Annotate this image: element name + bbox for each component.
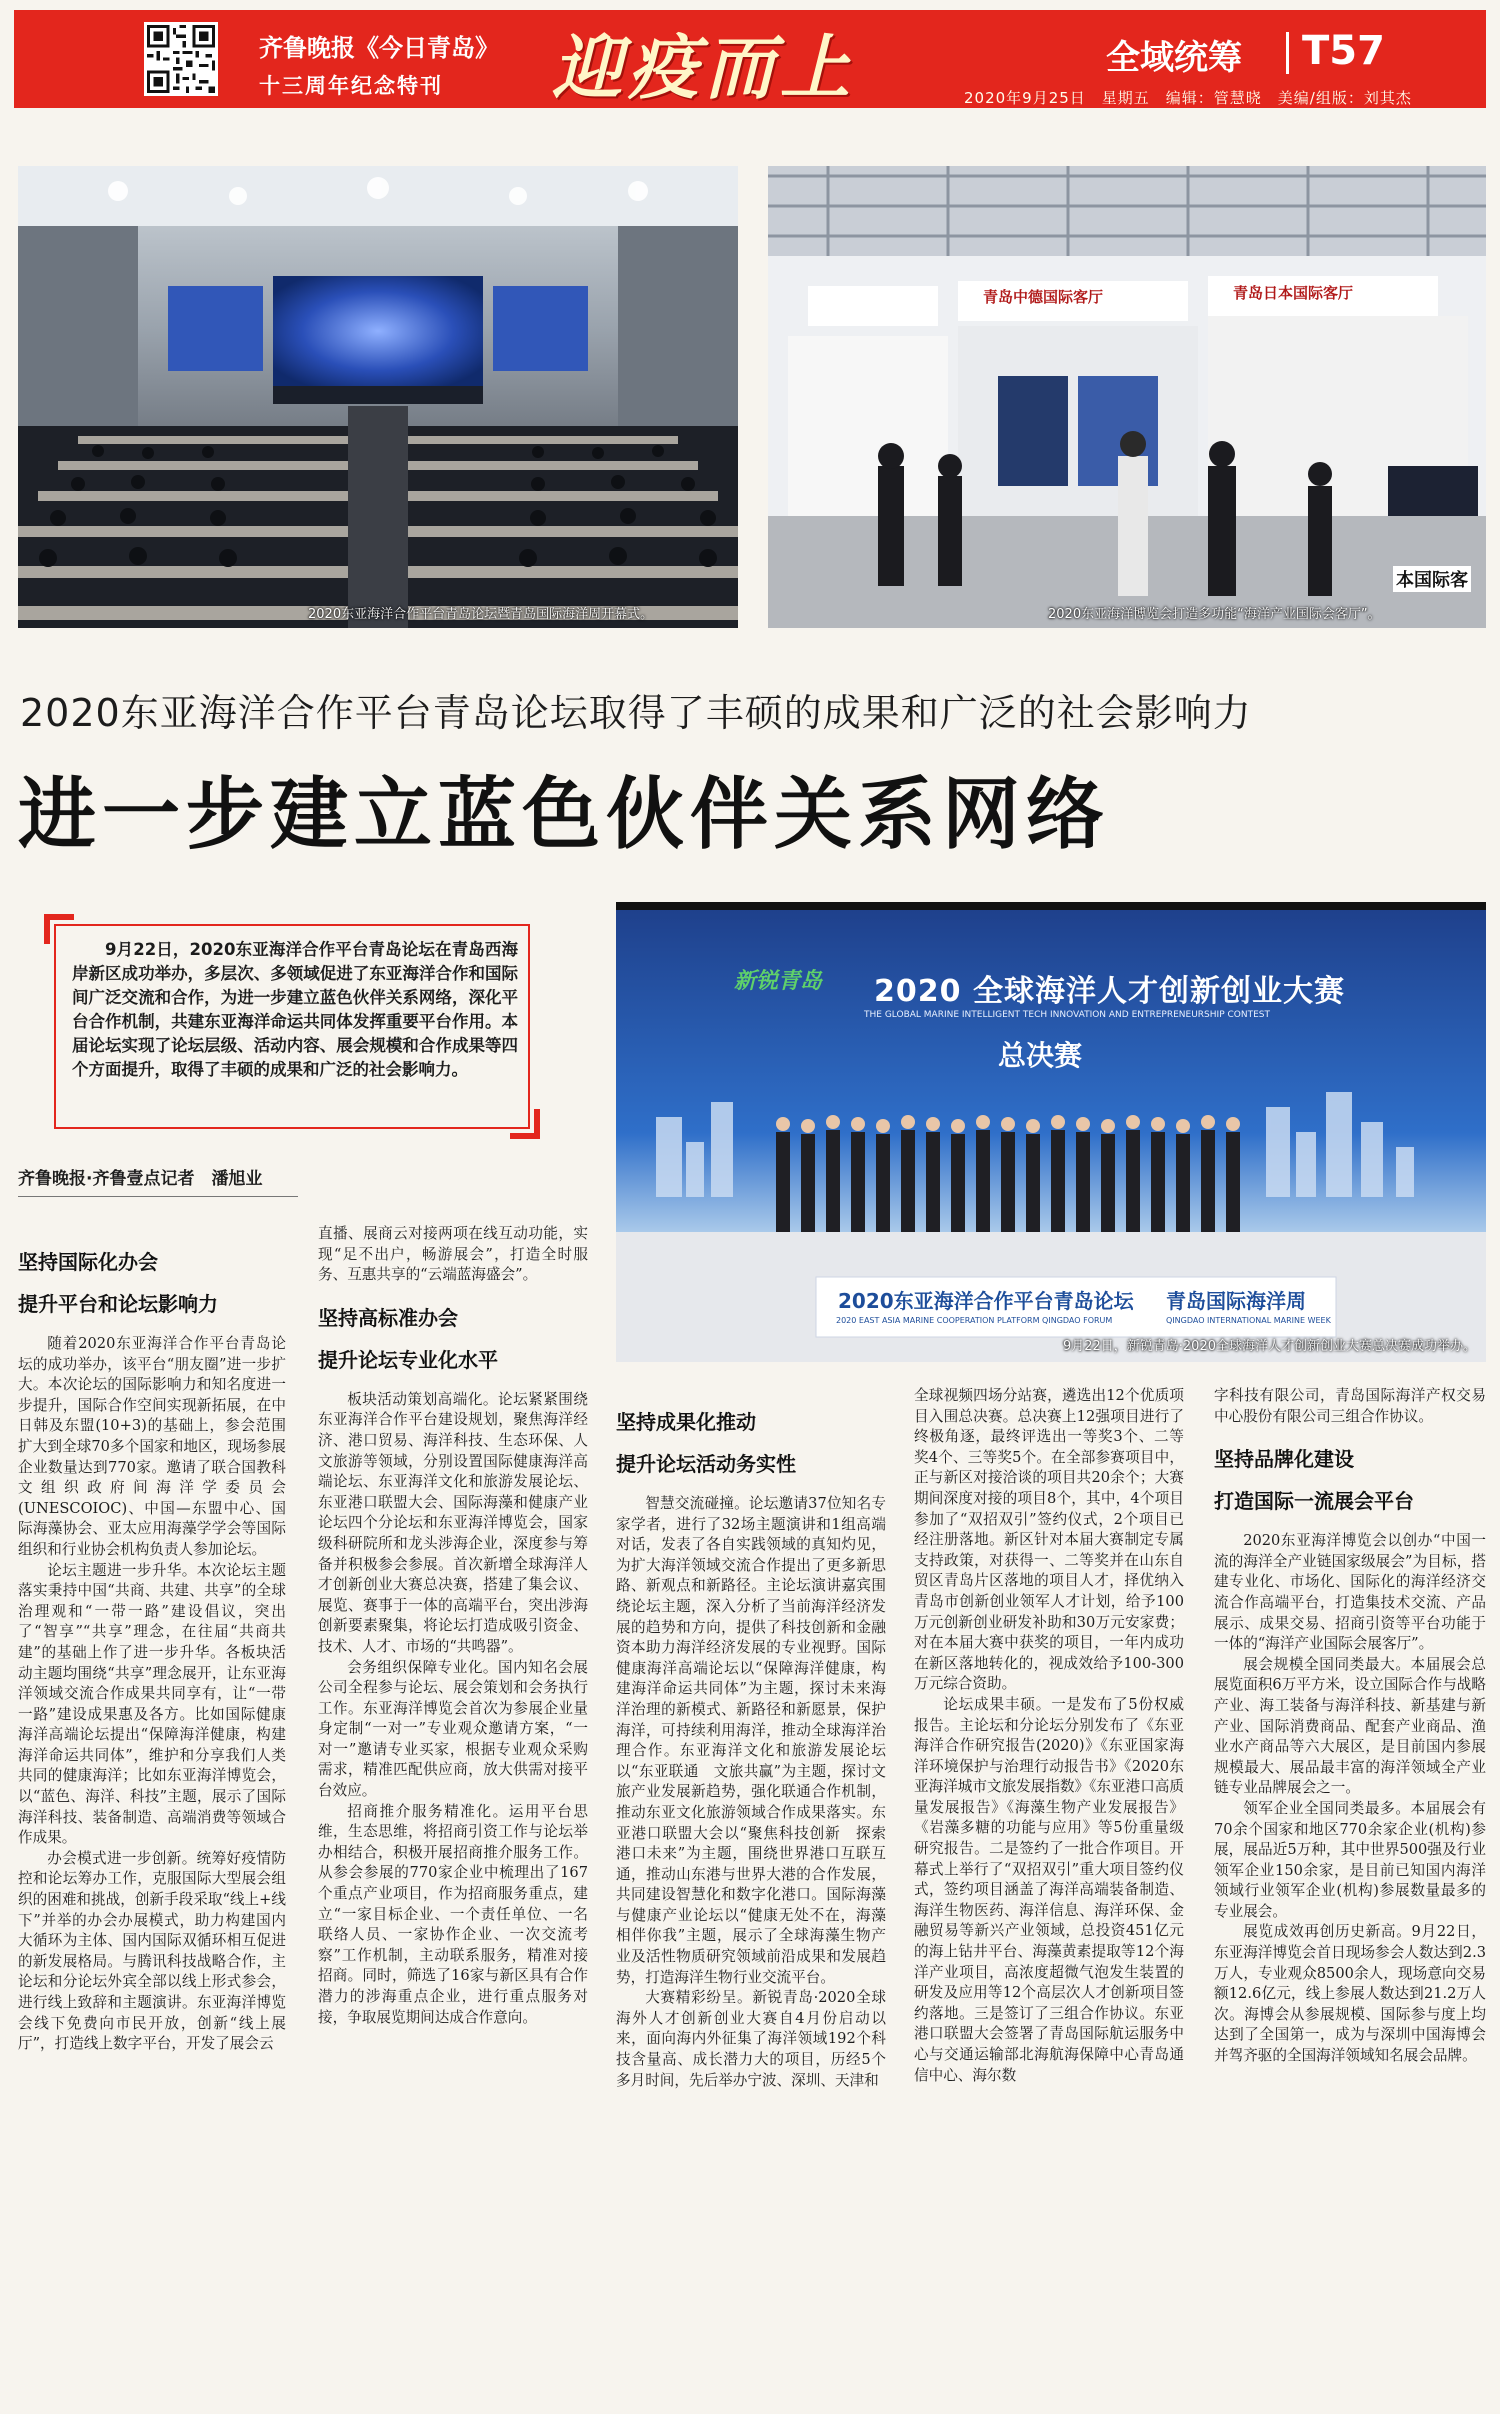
section-heading-line: 提升论坛活动务实性 — [616, 1452, 796, 1476]
booth-sign-partial: 本国际客 — [1393, 566, 1471, 592]
section-heading-line: 提升平台和论坛影响力 — [18, 1292, 218, 1316]
qr-code[interactable] — [144, 22, 218, 96]
section-name: 全域统筹 — [1106, 38, 1242, 78]
paragraph: 2020东亚海洋博览会以创办“中国一流的海洋全产业链国家级展会”为目标，搭建专业化、市场化、国际化的海洋经济交流合作高端平台，打造集技术交流、产品展示、成果交易、招商引资等平台功能于一体的“海洋产业国际会展客厅”。 — [1214, 1532, 1486, 1653]
photo-talent-contest — [616, 902, 1486, 1362]
article-column-2 — [318, 1224, 588, 2394]
article-column-5 — [1214, 1386, 1486, 2394]
booth-sign-germany: 青岛中德国际客厅 — [983, 288, 1104, 306]
contest-title: 2020 全球海洋人才创新创业大赛 — [874, 974, 1345, 1009]
photo-expo-booths — [768, 166, 1486, 628]
section-heading-line: 坚持品牌化建设 — [1214, 1447, 1354, 1472]
section-heading-line: 坚持国际化办会 — [18, 1250, 158, 1274]
photo-caption-contest: 9月22日，新锐青岛·2020全球海洋人才创新创业大赛总决赛成功举办。 — [1062, 1339, 1476, 1354]
contest-title-en: THE GLOBAL MARINE INTELLIGENT TECH INNOVATION AND ENTREPRENEURSHIP CONTEST — [864, 1010, 1270, 1020]
paragraph: 领军企业全国同类最多。本届展会有70余个国家和地区770余家企业(机构)参展，展品近5万种，其中世界500强及行业领军企业150余家，是目前已知国内海洋领域行业领军企业(机构)参展数量最多的专业展会。 — [1214, 1799, 1486, 1920]
section-heading-results — [616, 1408, 886, 1478]
paragraph: 智慧交流碰撞。论坛邀请37位知名专家学者，进行了32场主题演讲和1组高端对话，发表了各自实践领域的真知灼见，为扩大海洋领域交流合作提出了更多新思路、新观点和新路径。主论坛演讲嘉宾围绕论坛主题，深入分析了当前海洋经济发展的趋势和方向，提供了科技创新和金融资本助力海洋经济发展的专业视野。国际健康海洋高端论坛以“保障海洋健康，构建海洋命运共同体”为主题，探讨未来海洋治理的新模式、新路径和新愿景，保护海洋，可持续利用海洋，推动全球海洋治理合作。东亚海洋文化和旅游发展论坛以“东亚联通 文旅共赢”为主题，探讨文旅产业发展新趋势，强化联通合作机制，推动东亚文化旅游领域合作成果落实。东亚港口联盟大会以“聚焦科技创新 探索港口未来”为主题，围绕世界港口互联互通，推动山东港与世界大港的合作发展，共同建设智慧化和数字化港口。国际海藻与健康产业论坛以“健康无处不在，海藻相伴你我”主题，展示了全球海藻生物产业及活性物质研究领域前沿成果和发展趋势，打造海洋生物行业交流平台。 — [616, 1495, 886, 1986]
paragraph: 展会规模全国同类最大。本届展会总展览面积6万平方米，设立国际合作与战略产业、海工装备与海洋科技、新基建与新产业、国际消费商品、配套产业商品、渔业水产商品等六大展区，是目前国内参展规模最大、展品最丰富的海洋领域全产业链专业品牌展会之一。 — [1214, 1655, 1486, 1797]
article-column-4 — [914, 1386, 1184, 2394]
headline-kicker: 2020东亚海洋合作平台青岛论坛取得了丰硕的成果和广泛的社会影响力 — [20, 691, 1252, 735]
masthead-divider — [1286, 32, 1289, 74]
photo-caption-opening: 2020东亚海洋合作平台青岛论坛暨青岛国际海洋周开幕式。 — [308, 607, 654, 622]
photo-caption-expo: 2020东亚海洋博览会打造多功能“海洋产业国际会客厅”。 — [1048, 607, 1381, 622]
section-heading-line: 提升论坛专业化水平 — [318, 1347, 498, 1372]
intro-lead-box — [54, 924, 530, 1129]
section-heading-line: 打造国际一流展会平台 — [1214, 1489, 1414, 1514]
article-column-3 — [616, 1404, 886, 2394]
anniversary-subtitle: 十三周年纪念特刊 — [259, 74, 443, 98]
paragraph: 招商推介服务精准化。运用平台思维，生态思维，将招商引资工作与论坛举办相结合，积极开展招商推介服务工作。从参会参展的770家企业中梳理出了167个重点产业项目，作为招商服务重点，建立“一家目标企业、一个责任单位、一名联络人员、一家协作企业、一次交流考察”工作机制，主动联系服务，精准对接招商。同时，筛选了16家与新区具有合作潜力的涉海重点企业，进行重点服务对接，争取展览期间达成合作意向。 — [318, 1802, 588, 2026]
section-heading-line: 坚持高标准办会 — [318, 1305, 458, 1330]
forum-banner-en: 2020 EAST ASIA MARINE COOPERATION PLATFORM QINGDAO FORUM — [836, 1316, 1113, 1325]
week-banner: 青岛国际海洋周 — [1166, 1289, 1306, 1313]
section-heading-high-standard — [318, 1304, 588, 1374]
paragraph: 板块活动策划高端化。论坛紧紧围绕东亚海洋合作平台建设规划，聚焦海洋经济、港口贸易、海洋科技、生态环保、人文旅游等领域，分别设置国际健康海洋高端论坛、东亚海洋文化和旅游发展论坛、东亚港口联盟大会、国际海藻和健康产业论坛四个分论坛和东亚海洋博览会，国家级科研院所和龙头涉海企业，深度参与筹备并积极参会参展。首次新增全球海洋人才创新创业大赛总决赛，搭建了集会议、展览、赛事于一体的高端平台，突出涉海创新要素聚集，将论坛打造成吸引资金、技术、人才、市场的“共鸣器”。 — [318, 1390, 588, 1655]
section-heading-branding — [1214, 1445, 1486, 1515]
section-heading-line: 坚持成果化推动 — [616, 1410, 756, 1434]
paragraph: 论坛成果丰硕。一是发布了5份权威报告。主论坛和分论坛分别发布了《东亚海洋合作研究报告(2020)》《东亚国家海洋环境保护与治理行动报告书》《2020东亚海洋城市文旅发展指数》《东亚港口高质量发展报告》《海藻生物产业发展报告》《岩藻多糖的功能与应用》等5份重量级研究报告。二是签约了一批合作项目。开幕式上举行了“双招双引”重大项目签约仪式，签约项目涵盖了海洋高端装备制造、海洋生物医药、海洋信息、海洋环保、金融贸易等新兴产业领域，总投资451亿元的海上钻井平台、海藻黄素提取等12个海洋产业项目，高浓度超微气泡发生装置的研发及应用等12个高层次人才创新项目签约落地。三是签订了三组合作协议。东亚港口联盟大会签署了青岛国际航运服务中心与交通运输部北海航海保障中心青岛通信中心、海尔数 — [914, 1695, 1184, 2084]
paper-logo: 齐鲁晚报《今日青岛》 — [259, 33, 499, 62]
booth-sign-japan: 青岛日本国际客厅 — [1233, 284, 1354, 302]
article-column-1 — [18, 1244, 286, 2394]
paragraph: 大赛精彩纷呈。新锐青岛·2020全球海外人才创新创业大赛自4月份启动以来，面向海内外征集了海洋领域192个科技含量高、成长潜力大的项目，历经5个多月时间，先后举办宁波、深圳、天津和 — [616, 1989, 886, 2089]
special-slogan: 迎疫而上 — [552, 26, 856, 109]
main-headline: 进一步建立蓝色伙伴关系网络 — [18, 770, 1111, 860]
page-number: T57 — [1302, 28, 1385, 74]
paragraph: 全球视频四场分站赛，遴选出12个优质项目入围总决赛。总决赛上12强项目进行了终极角逐，最终评选出一等奖3个、二等奖4个、三等奖5个。在全部参赛项目中，正与新区对接洽谈的项目共20余个；大赛期间深度对接的项目8个，其中，4个项目参加了“双招双引”签约仪式，2个项目已经注册落地。新区针对本届大赛制定专属支持政策，对获得一、二等奖并在山东自贸区青岛片区落地的项目人才，择优纳入青岛市创新创业领军人才计划，给予100万元创新创业研发补助和30万元安家费；对在本届大赛中获奖的项目，一年内成功在新区落地转化的，视成效给予100-300万元综合资助。 — [914, 1387, 1184, 1693]
paragraph: 论坛主题进一步升华。本次论坛主题落实秉持中国“共商、共建、共享”的全球治理观和“一带一路”建设倡议，突出了“智享”“共享”理念，在往届“共商共建”的基础上作了进一步升华。各板块活动主题均围绕“共享”理念展开，让东亚海洋领域交流合作成果共同享有，让“一带一路”建设成果惠及各方。比如国际健康海洋高端论坛提出“保障海洋健康，构建海洋命运共同体”，维护和分享我们人类共同的健康海洋；比如东亚海洋博览会，以“蓝色、海洋、科技”主题，展示了国际海洋科技、装备制造、高端消费等领域合作成果。 — [18, 1561, 286, 1847]
byline-rule — [18, 1196, 298, 1197]
contest-logo: 新锐青岛 — [734, 969, 823, 994]
masthead-banner — [14, 10, 1486, 108]
paragraph: 办会模式进一步创新。统筹好疫情防控和论坛筹办工作，克服国际大型展会组织的困难和挑战，创新手段采取“线上+线下”并举的办会办展模式，助力构建国内大循环为主体、国内国际双循环相互促进的新发展格局。与腾讯科技战略合作，主论坛和分论坛外宾全部以线上形式参会，进行线上致辞和主题演讲。东亚海洋博览会线下免费向市民开放，创新“线上展厅”，打造线上数字平台，开发了展会云 — [18, 1849, 286, 2053]
contest-final-label: 总决赛 — [998, 1039, 1083, 1072]
paragraph: 字科技有限公司，青岛国际海洋产权交易中心股份有限公司三组合作协议。 — [1214, 1387, 1486, 1425]
forum-banner: 2020东亚海洋合作平台青岛论坛 — [838, 1289, 1134, 1313]
byline: 齐鲁晚报·齐鲁壹点记者 潘旭业 — [18, 1169, 263, 1189]
dateline: 2020年9月25日 星期五 编辑：管慧晓 美编/组版：刘其杰 — [964, 89, 1412, 107]
photo-opening-ceremony — [18, 166, 738, 628]
intro-lead-text: 9月22日，2020东亚海洋合作平台青岛论坛在青岛西海岸新区成功举办，多层次、多领域促进了东亚海洋合作和国际间广泛交流和合作，为进一步建立蓝色伙伴关系网络，深化平台合作机制，共建东亚海洋命运共同体发挥重要平台作用。本届论坛实现了论坛层级、活动内容、展会规模和合作成果等四个方面提升，取得了丰硕的成果和广泛的社会影响力。 — [72, 940, 518, 1079]
section-heading-internationalization — [18, 1248, 286, 1318]
paragraph: 展览成效再创历史新高。9月22日，东亚海洋博览会首日现场参会人数达到2.3万人，专业观众8500余人，现场意向交易额12.6亿元，线上参展人数达到21.2万人次。海博会从参展规模、国际参与度上均达到了全国第一，成为与深圳中国海博会并驾齐驱的全国海洋领域知名展会品牌。 — [1214, 1923, 1486, 2065]
week-banner-en: QINGDAO INTERNATIONAL MARINE WEEK — [1166, 1316, 1331, 1325]
intro-corner-bottom — [510, 1109, 540, 1139]
paragraph: 会务组织保障专业化。国内知名会展公司全程参与论坛、展会策划和会务执行工作。东亚海洋博览会首次为参展企业量身定制“一对一”专业观众邀请方案，“一对一”邀请专业买家，根据专业观众采购需求，精准匹配供应商，放大供需对接平台效应。 — [318, 1658, 588, 1800]
paragraph: 直播、展商云对接两项在线互动功能，实现“足不出户，畅游展会”，打造全时服务、互惠共享的“云端蓝海盛会”。 — [318, 1225, 588, 1284]
paragraph: 随着2020东亚海洋合作平台青岛论坛的成功举办，该平台“朋友圈”进一步扩大。本次论坛的国际影响力和知名度进一步提升，国际合作空间实现新拓展，在中日韩及东盟(10+3)的基础上，参会范围扩大到全球70多个国家和地区，现场参展企业数量达到770家。邀请了联合国教科文组织政府间海洋学委员会(UNESCOIOC)、中国—东盟中心、国际海藻协会、亚太应用海藻学学会等国际组织和行业协会机构负责人参加论坛。 — [18, 1335, 286, 1558]
